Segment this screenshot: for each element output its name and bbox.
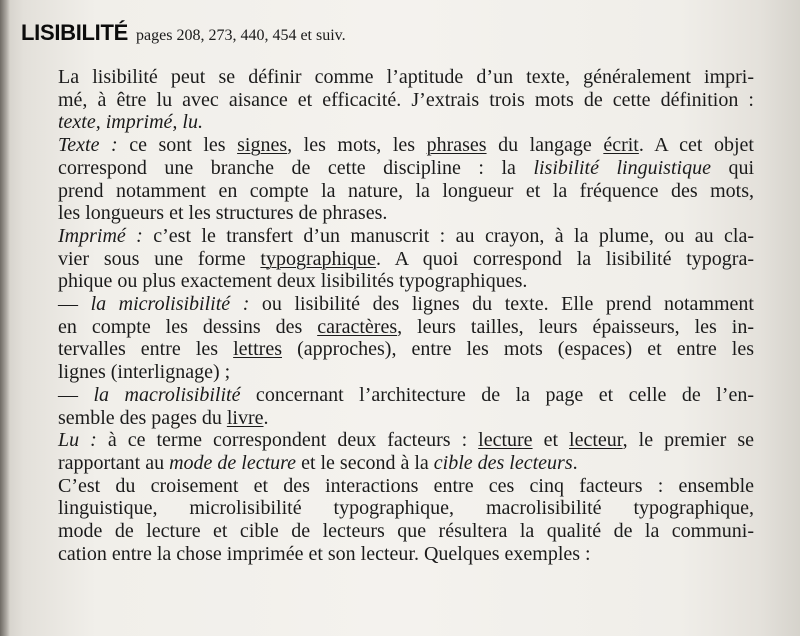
link-livre: livre bbox=[226, 406, 264, 429]
text-line: tervalles entre les lettres (approches), entre les mots (espaces) et entre les bbox=[58, 338, 754, 361]
term-macrolisibilite: la macrolisibilité bbox=[93, 383, 241, 406]
text-line: prend notamment en compte la nature, la longueur et la fréquence des mots, bbox=[58, 179, 754, 202]
page-references: pages 208, 273, 440, 454 et suiv. bbox=[136, 27, 346, 44]
link-lecture: lecture bbox=[478, 429, 533, 452]
text-line: Imprimé : c’est le transfert d’un manuscrit : au crayon, à la plume, ou au cla- bbox=[58, 224, 754, 247]
text-line: C’est du croisement et des interactions entre ces cinq facteurs : ensemble bbox=[58, 474, 754, 497]
term-microlisibilite: la microlisibilité : bbox=[90, 293, 250, 316]
text-line: semble des pages du livre. bbox=[58, 406, 269, 429]
link-lettres: lettres bbox=[233, 338, 282, 361]
text-line: phique ou plus exactement deux lisibilités typographiques. bbox=[58, 270, 528, 293]
term-lu: Lu : bbox=[58, 429, 97, 452]
term-texte: Texte : bbox=[58, 134, 118, 157]
link-phrases: phrases bbox=[426, 134, 487, 157]
text-line: texte, imprimé, lu. bbox=[58, 111, 203, 134]
link-signes: signes bbox=[237, 134, 288, 157]
text-line: mé, à être lu avec aisance et efficacité. J’extrais trois mots de cette définition : bbox=[58, 88, 754, 111]
text-line: linguistique, microlisibilité typographique, macrolisibilité typographique, bbox=[58, 497, 754, 520]
book-spine-shadow bbox=[0, 0, 10, 636]
text-line: La lisibilité peut se définir comme l’aptitude d’un texte, généralement impri- bbox=[58, 66, 754, 88]
text-line: — la microlisibilité : ou lisibilité des lignes du texte. Elle prend notamment bbox=[58, 293, 754, 316]
text-line: cation entre la chose imprimée et son lecteur. Quelques exemples : bbox=[58, 542, 591, 565]
text-line: lignes (interlignage) ; bbox=[58, 361, 231, 384]
text-line: mode de lecture et cible de lecteurs que résultera la qualité de la communi- bbox=[58, 520, 754, 543]
text-line: les longueurs et les structures de phrases. bbox=[58, 202, 388, 225]
term-imprime: Imprimé : bbox=[58, 224, 143, 247]
text-line: Texte : ce sont les signes, les mots, les phrases du langage écrit. A cet objet bbox=[58, 134, 754, 157]
entry-title: LISIBILITÉ bbox=[21, 20, 129, 45]
link-typographique: typographique bbox=[260, 247, 376, 270]
text-line: en compte les dessins des caractères, leurs tailles, leurs épaisseurs, les in- bbox=[58, 315, 754, 338]
entry-body bbox=[58, 66, 754, 565]
text-line: correspond une branche de cette discipline : la lisibilité linguistique qui bbox=[58, 156, 755, 179]
text-line: Lu : à ce terme correspondent deux facteurs : lecture et lecteur, le premier se bbox=[58, 429, 754, 452]
link-caracteres: caractères bbox=[317, 315, 398, 338]
link-lecteur: lecteur bbox=[569, 429, 623, 452]
text-line: — la macrolisibilité concernant l’architecture de la page et celle de l’en- bbox=[58, 383, 754, 406]
entry-heading bbox=[21, 20, 346, 46]
text-line: rapportant au mode de lecture et le second à la cible des lecteurs. bbox=[58, 451, 578, 474]
text-line: vier sous une forme typographique. A quoi correspond la lisibilité typogra- bbox=[58, 247, 754, 270]
link-ecrit: écrit bbox=[603, 134, 639, 157]
